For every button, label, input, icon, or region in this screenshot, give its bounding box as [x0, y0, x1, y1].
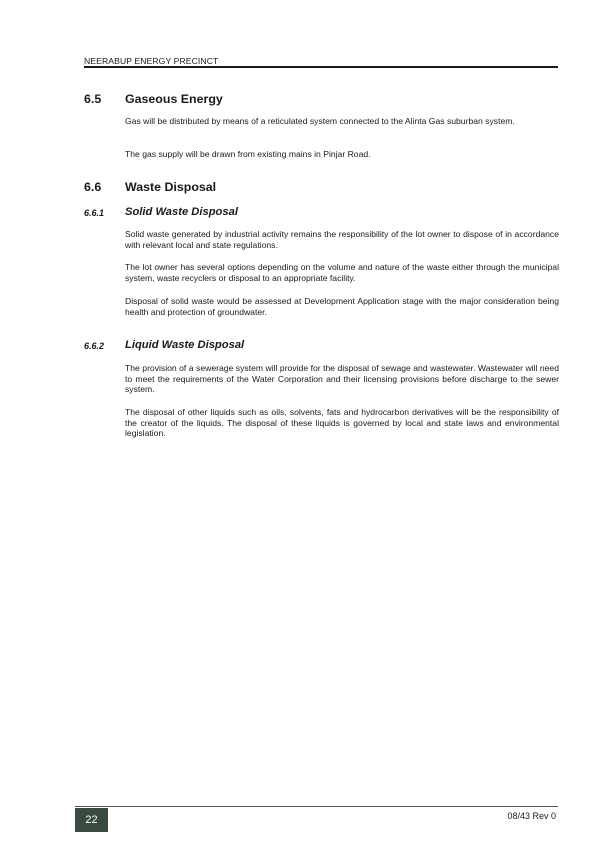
- subsection-title: Liquid Waste Disposal: [125, 339, 245, 351]
- subsection-number: 6.6.1: [84, 208, 105, 218]
- paragraph: Gas will be distributed by means of a reticulated system connected to the Alinta Gas suburban system.: [125, 116, 515, 126]
- section-number: 6.6: [84, 180, 102, 194]
- paragraph: The lot owner has several options depending on the volume and nature of the waste either through the municipal system, waste recyclers or disposal to an appropriate facility.: [125, 262, 559, 283]
- header-rule: [84, 66, 558, 68]
- paragraph: The provision of a sewerage system will provide for the disposal of sewage and wastewater. Wastewater will need to meet the requirements of the Water Corporation and their licensing provisions before discharge to the sewer system.: [125, 363, 559, 395]
- subsection-title: Solid Waste Disposal: [125, 206, 238, 218]
- section-title: Gaseous Energy: [125, 92, 223, 106]
- paragraph: The disposal of other liquids such as oils, solvents, fats and hydrocarbon derivatives will be the responsibility of the creator of the liquids. The disposal of these liquids is governed by local and state laws and environmental legislation.: [125, 407, 559, 439]
- paragraph: Solid waste generated by industrial activity remains the responsibility of the lot owner to dispose of in accordance with relevant local and state regulations.: [125, 229, 559, 250]
- section-title: Waste Disposal: [125, 180, 217, 194]
- section-number: 6.5: [84, 92, 102, 106]
- paragraph: The gas supply will be drawn from existing mains in Pinjar Road.: [125, 149, 371, 159]
- paragraph: Disposal of solid waste would be assessed at Development Application stage with the major consideration being health and protection of groundwater.: [125, 296, 559, 317]
- document-reference: 08/43 Rev 0: [507, 811, 556, 821]
- running-header: NEERABUP ENERGY PRECINCT: [84, 56, 219, 66]
- subsection-number: 6.6.2: [84, 341, 105, 351]
- page-number: 22: [75, 808, 108, 832]
- footer-rule: [75, 806, 558, 807]
